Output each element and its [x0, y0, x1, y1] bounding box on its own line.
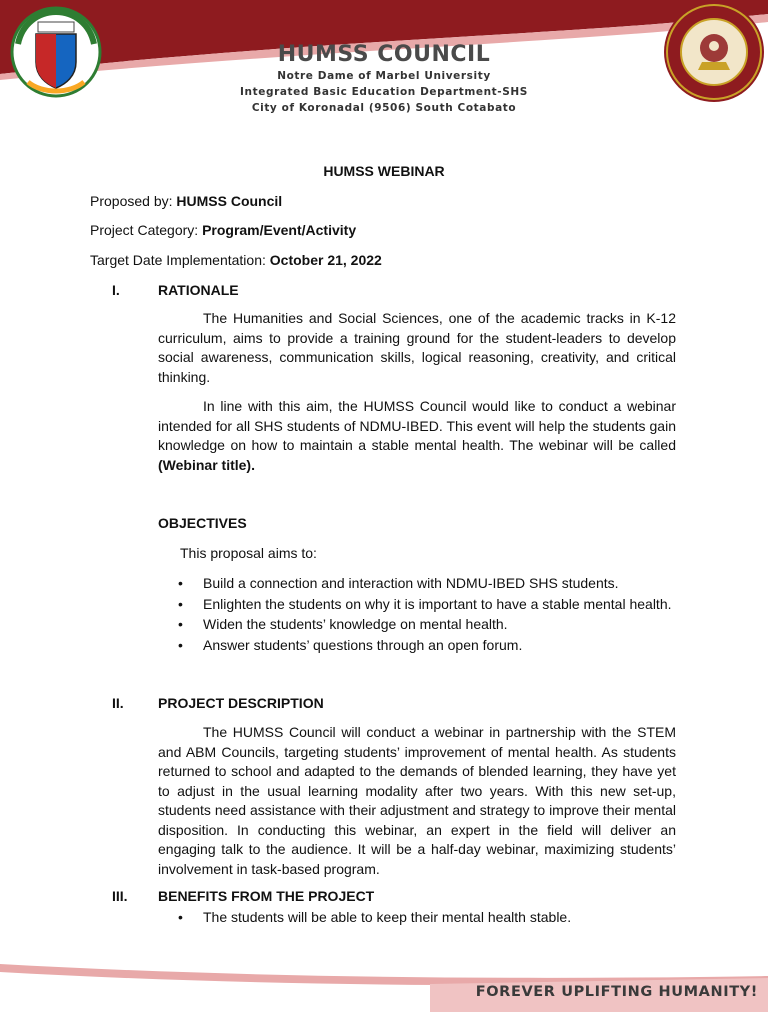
- rationale-paragraph-1: The Humanities and Social Sciences, one of the academic tracks in K-12 curriculum, aims to provide a training ground for the student-leaders to develop social awareness, communication skills, logical reasoning, creativity, and critical thinking.: [158, 310, 676, 385]
- document-title: HUMSS WEBINAR: [323, 163, 445, 179]
- university-name: Notre Dame of Marbel University: [277, 70, 491, 82]
- target-date-line: [90, 251, 382, 271]
- webinar-title-placeholder: (Webinar title).: [158, 456, 255, 473]
- section-title-benefits: BENEFITS FROM THE PROJECT: [158, 888, 375, 904]
- list-item: • The students will be able to keep their mental health stable.: [178, 909, 572, 925]
- header-banner: [0, 0, 768, 80]
- proposed-by-line: [90, 192, 282, 212]
- rationale-paragraph-2-text: In line with this aim, the HUMSS Council would like to conduct a webinar intended for all SHS students of NDMU-IBED. This event will help the students gain knowledge on how to maintain a stable mental health. The webinar will be called: [158, 398, 676, 453]
- proposed-by-value: HUMSS Council: [176, 193, 283, 209]
- address-line: City of Koronadal (9506) South Cotabato: [251, 102, 517, 114]
- rationale-paragraph-2: [158, 397, 676, 475]
- footer-slogan: FOREVER UPLIFTING HUMANITY!: [475, 984, 758, 1000]
- project-category-line: [90, 221, 356, 241]
- objectives-list: [158, 574, 676, 656]
- description-paragraph: The HUMSS Council will conduct a webinar in partnership with the STEM and ABM Councils, targeting students’ improvement of mental health. As students returned to school and adapted to the demands of blended learning, they have yet to adjust in the usual learning modality after two years. With this new set-up, students need assistance with their adjustment and strategy to improve their mental disposition. In conducting this webinar, an expert in the field will deliver an engaging talk to the audience. It will be a half-day webinar, maximizing students’ involvement in task-based program.: [158, 724, 676, 877]
- list-item: • Answer students’ questions through an open forum.: [178, 636, 523, 653]
- target-date-label: Target Date Implementation:: [90, 252, 266, 268]
- list-item: • Enlighten the students on why it is important to have a stable mental health.: [178, 595, 672, 612]
- list-item: • Widen the students’ knowledge on mental health.: [178, 616, 508, 632]
- section-title-description: PROJECT DESCRIPTION: [158, 695, 324, 711]
- proposed-by-label: Proposed by:: [90, 193, 173, 209]
- benefits-list: [158, 908, 676, 929]
- section-number-rationale: I.: [112, 282, 120, 298]
- objectives-intro: This proposal aims to:: [180, 545, 317, 561]
- department-name: Integrated Basic Education Department-SHS: [240, 86, 528, 98]
- section-title-objectives: OBJECTIVES: [158, 515, 247, 531]
- council-title: HUMSS COUNCIL: [277, 42, 491, 67]
- section-number-description: II.: [112, 695, 124, 711]
- section-title-rationale: RATIONALE: [158, 282, 239, 298]
- section-number-benefits: III.: [112, 888, 128, 904]
- project-category-value: Program/Event/Activity: [202, 222, 357, 238]
- project-category-label: Project Category:: [90, 222, 199, 238]
- target-date-value: October 21, 2022: [269, 252, 382, 268]
- list-item: • Build a connection and interaction with NDMU-IBED SHS students.: [178, 575, 619, 591]
